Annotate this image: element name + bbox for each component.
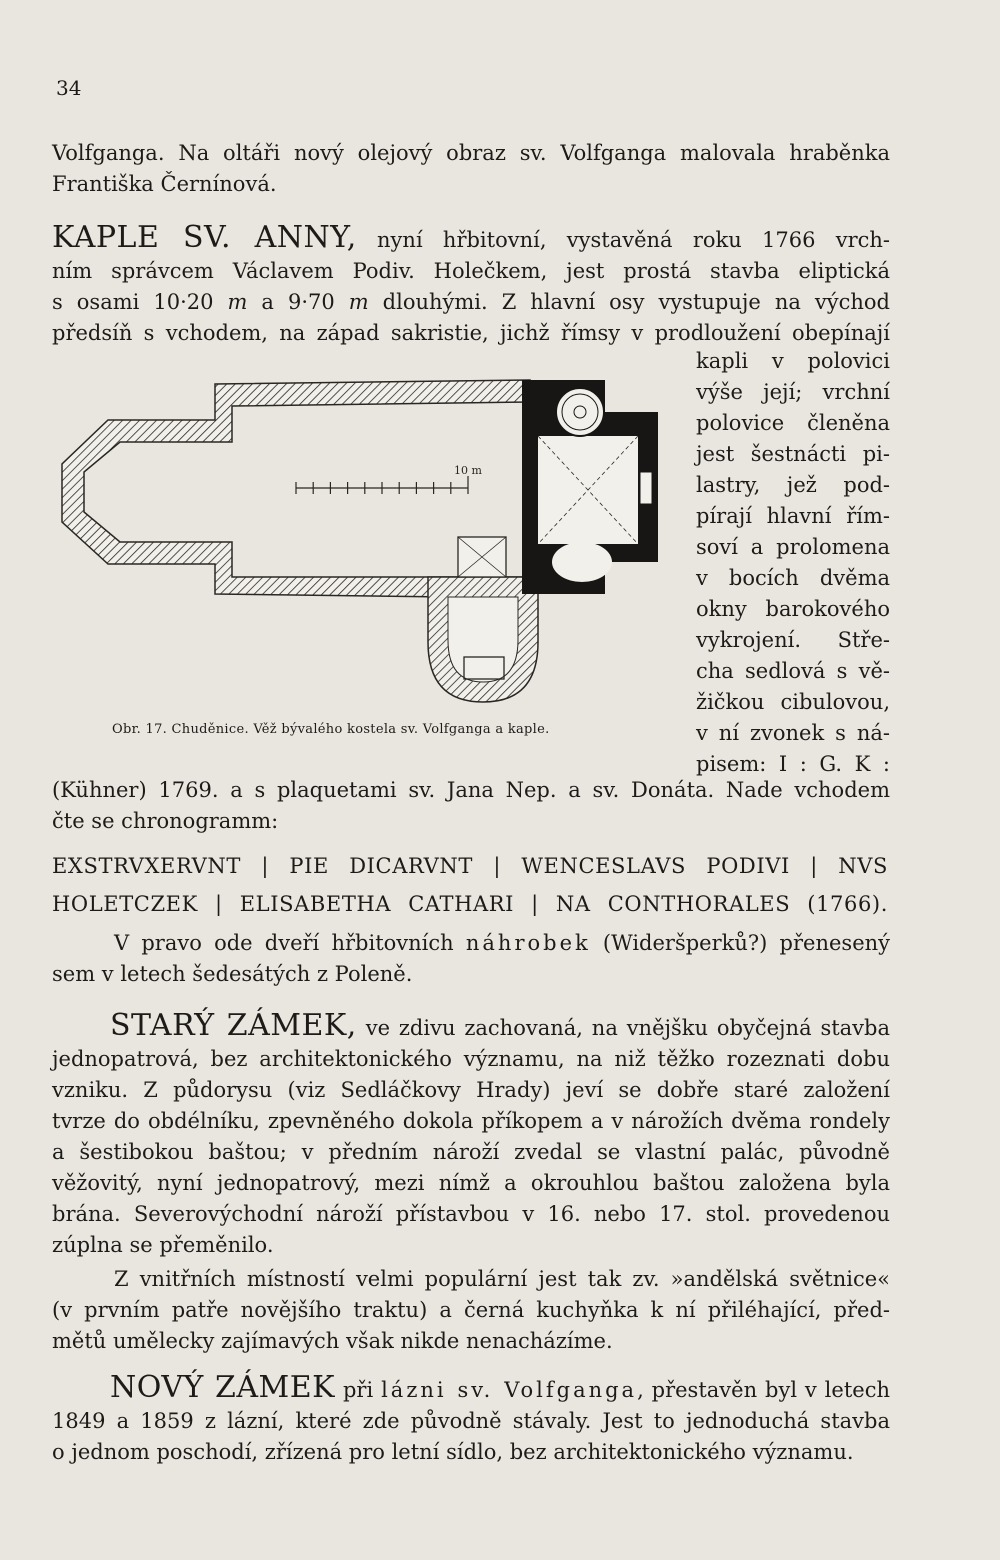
wrapped-text-line: soví a prolomena [696, 535, 890, 559]
wrapped-text-line: pírají hlavní řím- [696, 504, 890, 528]
text-line: sem v letech šedesátých z Poleně. [52, 962, 413, 986]
text-line: o jednom poschodí, zřízená pro letní sídlo, bez architektonického významu. [52, 1440, 854, 1464]
text-line [52, 928, 890, 959]
section-heading-novy-zamek: NOVÝ ZÁMEK [110, 1370, 336, 1405]
text-line: (Kühner) 1769. a s plaquetami sv. Jana Nep. a sv. Donáta. Nade vchodem [52, 778, 890, 802]
text-fragment: při [335, 1378, 382, 1402]
text-fragment: (Wideršperků?) přenesený [590, 931, 891, 955]
wrapped-text-line: v bocích dvěma [696, 566, 890, 590]
text-line: jednopatrová, bez architektonického významu, na niž těžko rozeznati dobu [52, 1047, 890, 1071]
paragraph-kaple-sv-anny [52, 222, 890, 349]
tower-plan [522, 380, 658, 594]
text-line: čte se chronogramm: [52, 809, 279, 833]
text-line: brána. Severovýchodní nároží přístavbou v 16. nebo 17. stol. provedenou [52, 1202, 890, 1226]
wrapped-text-line: polovice členěna [696, 411, 890, 435]
wrapped-text-line: v ní zvonek s ná- [696, 721, 890, 745]
text-line [52, 287, 890, 318]
wrapped-text-line: cha sedlová s vě- [696, 659, 890, 683]
floor-plan-figure [60, 372, 670, 712]
text-line: (v prvním patře novějšího traktu) a černá kuchyňka k ní přiléhající, před- [52, 1298, 890, 1322]
text-fragment: , přestavěn byl v letech [637, 1378, 890, 1402]
unit-meter: m [348, 290, 369, 314]
text-line: ním správcem Václavem Podiv. Holečkem, jest prostá stavba eliptická [52, 259, 890, 283]
chronogram-line: HOLETCZEK | ELISABETHA CATHARI | NA CONTHORALES (1766). [52, 892, 888, 916]
scale-label: 10 m [454, 464, 482, 477]
text-fragment: nyní hřbitovní, vystavěná roku 1766 vrch- [356, 228, 890, 252]
text-fragment: s osami 10·20 [52, 290, 228, 314]
wrapped-text-line: vykrojení. Stře- [696, 628, 890, 652]
text-line: mětů umělecky zajímavých však nikde nenacházíme. [52, 1329, 613, 1353]
wrapped-text-column [696, 346, 890, 780]
wrapped-text-line: okny barokového [696, 597, 890, 621]
text-fragment-spaced: lázni sv. Volfganga [381, 1378, 638, 1402]
scale-bar [296, 464, 482, 494]
wrapped-text-line: kapli v polovici [696, 349, 890, 373]
paragraph-plaquetami [52, 775, 890, 837]
wrapped-text-line: výše její; vrchní [696, 380, 890, 404]
text-line: Volfganga. Na oltáři nový olejový obraz sv. Volfganga malovala hraběnka [52, 141, 890, 165]
paragraph-volfganga [52, 138, 890, 200]
wrapped-text-line: jest šestnácti pi- [696, 442, 890, 466]
text-line: předsíň s vchodem, na západ sakristie, jichž římsy v prodloužení obepínají [52, 321, 890, 345]
page-number: 34 [56, 76, 82, 100]
wrapped-text-line: žičkou cibulovou, [696, 690, 890, 714]
paragraph-novy-zamek [52, 1372, 890, 1468]
text-line: a šestibokou baštou; v předním nároží zvedal se vlastní palác, původně [52, 1140, 890, 1164]
section-heading-kaple: KAPLE SV. ANNY, [52, 220, 357, 255]
text-line: tvrze do obdélníku, zpevněného dokola příkopem a v nárožích dvěma rondely [52, 1109, 890, 1133]
text-line: věžovitý, nyní jednopatrový, mezi nímž a okrouhlou baštou založena byla [52, 1171, 890, 1195]
wrapped-text-line: pisem: I : G. K : [696, 752, 890, 776]
text-fragment: V pravo ode dveří hřbitovních [114, 931, 466, 955]
text-line: 1849 a 1859 z lázní, které zde původně stávaly. Jest to jednoduchá stavba [52, 1409, 890, 1433]
text-line: Z vnitřních místností velmi populární jest tak zv. »andělská světnice« [114, 1267, 890, 1291]
paragraph-stary-zamek [52, 1010, 890, 1261]
text-line [52, 1010, 890, 1044]
text-line: vzniku. Z půdorysu (viz Sedláčkovy Hrady) jeví se dobře staré založení [52, 1078, 890, 1102]
chronogram [52, 847, 888, 923]
text-line: Františka Černínová. [52, 172, 277, 196]
text-line: zúplna se přeměnilo. [52, 1233, 274, 1257]
chronogram-line: EXSTRVXERVNT | PIE DICARVNT | WENCESLAVS PODIVI | NVS [52, 854, 888, 878]
text-fragment: dlouhými. Z hlavní osy vystupuje na východ [368, 290, 890, 314]
entry-square [458, 537, 506, 577]
text-line [52, 1372, 890, 1406]
text-fragment: ve zdivu zachovaná, na vnějšku obyčejná stavba [356, 1016, 891, 1040]
text-fragment: a 9·70 [247, 290, 349, 314]
paragraph-nahrobek [52, 928, 890, 990]
wrapped-text-line: lastry, jež pod- [696, 473, 890, 497]
paragraph-vnitrni-mistnosti [52, 1264, 890, 1357]
figure-caption: Obr. 17. Chuděnice. Věž bývalého kostela sv. Volfganga a kaple. [112, 722, 550, 737]
text-line [52, 222, 890, 256]
text-fragment-spaced: náhrobek [465, 931, 591, 955]
unit-meter: m [227, 290, 248, 314]
section-heading-stary-zamek: STARÝ ZÁMEK, [110, 1008, 357, 1043]
